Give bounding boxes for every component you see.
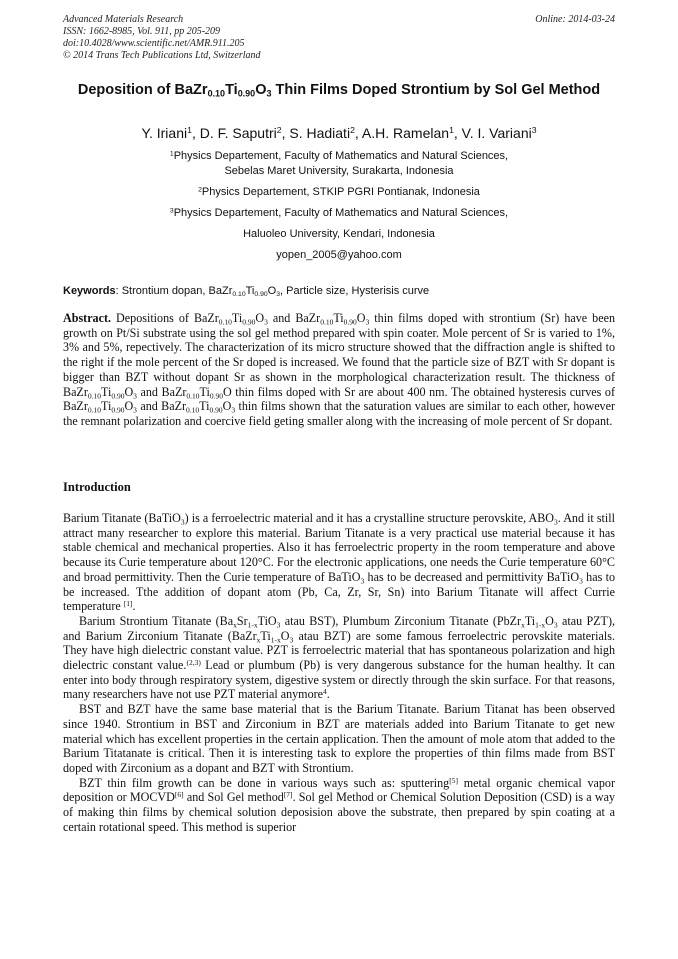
para-text: O [545,613,554,628]
para-text: and Sol Gel method [183,790,284,805]
paper-title [63,81,615,99]
abstract-sub: 3 [231,405,236,415]
author-affiliation-mark: 2 [350,125,355,136]
online-date: Online: 2014-03-24 [535,14,615,25]
section-heading-introduction: Introduction [63,480,131,494]
abstract-text: and BaZr [136,384,187,399]
para-text: has to be increased. Tthe addition of dopant atom (Pb, Ca, Zr, Sr, Sn) into Barium Titanate will affect Currie temperature [63,569,616,614]
keywords-label: Keywords [63,285,116,297]
abstract-text: Depositions of BaZr [111,311,219,325]
abstract-text: and BaZr [267,311,321,325]
author-name: Y. Iriani [141,125,188,141]
abstract-sub: 0.90 [111,405,125,415]
para-sub: 3 [554,517,558,527]
abstract-text: thin films doped with Sr are about 400 nm. The obtained hysteresis curves of BaZr [63,384,616,414]
keywords [63,284,615,298]
citation: [5] [449,775,458,785]
affiliation-number: 2 [198,186,202,194]
abstract-text: O [124,384,134,399]
citation: 4 [323,687,327,697]
citation: [1] [123,599,133,609]
author-affiliation-mark: 3 [531,125,537,136]
affiliation-2 [63,185,615,200]
journal-name: Advanced Materials Research [63,14,184,25]
abstract-sub: 0.10 [186,390,200,400]
para-text: atau BST), Plumbum Zirconium Titanate (PbZr [280,613,522,628]
affiliation-3-line2: Haluoleo University, Kendari, Indonesia [243,228,435,240]
abstract-sub: 0.10 [320,317,334,327]
abstract-text: O [222,399,232,414]
abstract-sub: 0.90 [209,390,223,400]
para-sub: 3 [579,576,583,586]
keywords-text: O [267,285,277,297]
para-text: . [326,687,330,702]
abstract-sub: 0.10 [87,390,101,400]
abstract-sub: 0.10 [218,317,232,327]
abstract-text: Ti [199,384,210,399]
para-text: ) is a ferroelectric material and it has a crystalline structure perovskite, ABO [184,511,555,525]
paragraph [63,776,615,835]
copyright-line: © 2014 Trans Tech Publications Ltd, Switzerland [63,50,261,61]
para-text: . [132,599,136,614]
para-sub: 3 [180,517,185,527]
abstract-sub: 0.10 [186,405,200,415]
abstract-sub: 3 [133,390,137,400]
keywords-text: , Particle size, Hysterisis curve [280,285,430,297]
para-text: Barium Titanate (BaTiO [63,511,181,525]
author-name: V. I. Variani [461,125,532,141]
affiliation-number: 3 [169,207,174,215]
abstract-text: O [255,311,265,325]
para-text: atau BZT) are some famous ferroelectric perovskite materials. They have high dielectric constant value. PZT is ferroelectric material that has spontaneous polarization and high dielectric constant value. [63,628,615,673]
abstract-text: thin films shown that the saturation values are similar to each other, however the remnant polarization and coercive field geting smaller along with the increasing of mole percent of Sr dopant. [63,399,616,428]
author-list: Y. Iriani$^1$, D. F. Saputri$^2$, S. Hadiati$^2$, A.H. Ramelan$^1$, V. I. Variani$^3$ [141,125,537,141]
para-sub: 1-x [270,634,281,644]
para-sub: 3 [553,620,558,630]
abstract-text: Ti [199,399,210,414]
title-sub: 0.10 [207,88,226,99]
title-text: Ti [225,82,238,98]
abstract-sub: 3 [365,317,370,327]
abstract-text: and BaZr [136,399,187,414]
para-sub: 1-x [247,620,258,630]
para-sub: 1-x [535,620,546,630]
citation: (2,3) [186,657,201,667]
author-name: D. F. Saputri [199,125,277,141]
affiliation-3 [63,206,615,221]
para-sub: x [256,634,261,644]
author-affiliation-mark: 1 [187,125,192,136]
introduction-body [63,511,615,834]
para-text: Ti [260,628,271,643]
abstract-sub: 0.10 [87,405,101,415]
para-text: atau PZT), and Barium Zirconium Titanate (BaZr [63,613,615,643]
abstract-sub: 3 [264,317,268,327]
affiliation-text: Physics Departement, Faculty of Mathematics and Natural Sciences, [173,207,509,219]
contact-email: yopen_2005@yahoo.com [276,249,402,261]
abstract-text: thin films doped with strontium (Sr) have been growth on Pt/Si substrate using the sol gel method prepared with spin coater. Mole percent of Sr is varied to 1%, 3% and 5%, repectively. The characterization of its micro structure showed that the diffraction angle is shifted to the right if the mole percent of the Sr doped is increased. We found that the particle size of BZT with Sr dopant is bigger than BZT without dopant Sr as shown in the morphological characterization result. The thickness of BaZr [63,311,615,399]
title-sub: 3 [266,88,272,99]
title-text: O [255,82,267,98]
para-text: BZT thin film growth can be done in various ways such as: sputtering [79,775,450,790]
keywords-text: Ti [245,285,255,297]
para-text: . And it still attract many researcher to explore this material. Barium Titanate is a very practical use material because it has stable chemical and mechanical properties. Also it has ferroelectric property in the room temperature and above because its Curie temperature about 120°C. For the electronic applications, one needs the Curie temperature 60°C and broad permittivity. Then the Curie temperature of BaTiO [63,511,615,584]
abstract-sub: 0.90 [111,390,125,400]
abstract-label: Abstract. [63,311,112,325]
title-sub: 0.90 [237,88,256,99]
paragraph [63,511,615,614]
issn-line: ISSN: 1662-8985, Vol. 911, pp 205-209 [63,26,221,37]
author-name: A.H. Ramelan [361,125,450,141]
author-affiliation-mark: 1 [449,125,454,136]
author-name: S. Hadiati [289,125,351,141]
affiliation-text: Physics Departement, Faculty of Mathematics and Natural Sciences, [173,150,509,162]
doi-line: doi:10.4028/www.scientific.net/AMR.911.205 [63,38,245,49]
abstract [63,311,615,429]
para-text: O [280,628,290,643]
keywords-sub: 0.10 [232,291,246,299]
abstract-sub: 0.90 [209,405,223,415]
para-sub: x [521,620,525,630]
title-text: Deposition of BaZr [77,82,208,98]
affiliation-text: Sebelas Maret University, Surakarta, Indonesia [224,165,454,177]
para-sub: x [233,620,237,630]
keywords-sub: 3 [276,291,281,299]
para-sub: 3 [360,576,365,586]
affiliation-number: 1 [169,150,174,158]
para-sub: 3 [289,634,294,644]
para-text: metal organic chemical vapor deposition or MOCVD [63,775,615,805]
abstract-text: O [222,384,232,399]
title-text: Thin Films Doped Strontium by Sol Gel Method [271,82,601,98]
paragraph: BST and BZT have the same base material that is the Barium Titanate. Barium Titanat has been observed since 1940. Strontium in BST and Zirconium in BZT are materials added into Barium Titanate to get new material which has excellent properties in the certain application. Then the amount of mole atom that added to the Barium Titatanate is critical. Then it is interesting task to explore the properties of thin films made from BST doped with Zirconium as a dopant and BZT with Strontium. [63,702,615,775]
para-text: Lead or plumbum (Pb) is very dangerous substance for the human healthy. It can enter into body through respiratory system, digestive system or directly through the skin surface. For that reasons, many researchers have not use PZT material anymore [63,658,615,702]
abstract-text: O [356,311,366,325]
abstract-sub: 3 [133,405,137,415]
author-affiliation-mark: 2 [276,125,282,136]
para-text: has to be decreased and permittivity BaTiO [364,569,580,584]
para-text: Ti [524,613,536,628]
affiliation-text: Physics Departement, STKIP PGRI Pontianak, Indonesia [201,186,480,198]
para-sub: 3 [276,620,281,630]
affiliation-1 [63,149,615,179]
citation: [6] [174,790,184,800]
abstract-text: Ti [333,311,344,325]
abstract-sub: 0.90 [242,317,256,327]
paragraph [63,614,615,702]
abstract-text: Ti [231,311,243,325]
keywords-sub: 0.90 [254,291,268,299]
para-text: . Sol gel Method or Chemical Solution Deposition (CSD) is a way of making thin films by chemical solution deposision above the substrate, then prepared by spin coating at a certain rotational speed. This method is superior [63,790,616,834]
abstract-text: O [124,399,134,414]
abstract-sub: 0.90 [343,317,357,327]
para-text: Barium Strontium Titanate (Ba [79,613,234,628]
para-text: TiO [257,613,277,628]
para-text: Sr [236,613,248,628]
citation: [7] [283,790,293,800]
abstract-text: Ti [100,384,112,399]
abstract-text: Ti [100,399,112,414]
journal-header [63,14,615,62]
keywords-text: : Strontium dopan, BaZr [115,285,233,297]
